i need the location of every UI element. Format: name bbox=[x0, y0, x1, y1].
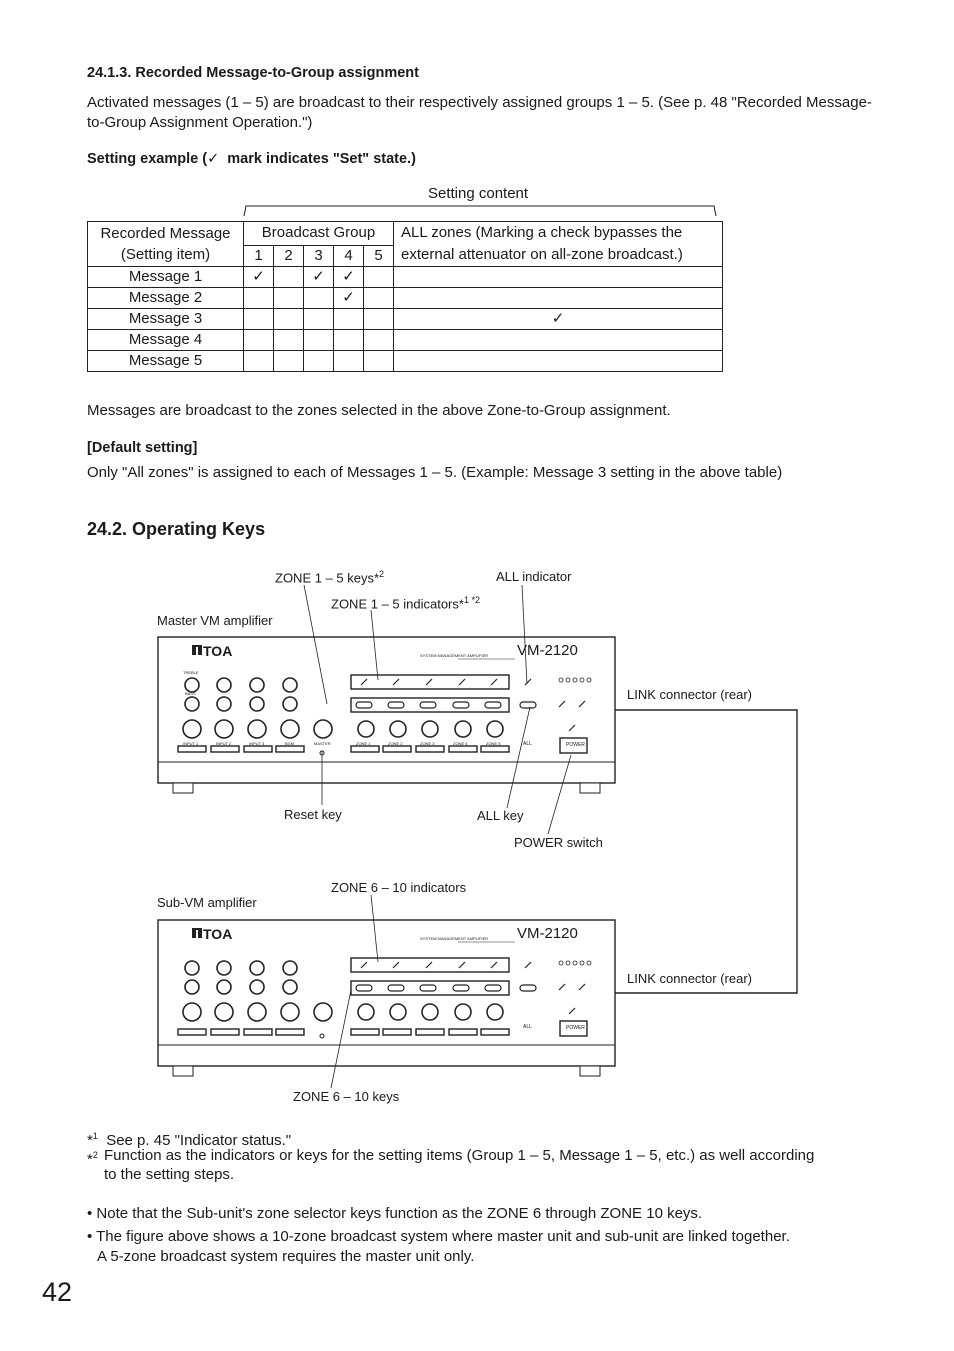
input-label: INPUT 1 bbox=[183, 741, 199, 746]
label-zone-indicators: ZONE 1 – 5 indicators*$^{1 *2}$ bbox=[331, 595, 480, 612]
brand-logo-master: TOA bbox=[203, 643, 233, 659]
treble-label: TREBLE bbox=[183, 670, 199, 675]
model-label-master: VM-2120 bbox=[517, 642, 578, 659]
label-zone6-indicators: ZONE 6 – 10 indicators bbox=[331, 880, 467, 895]
zone-label: ZONE 4 bbox=[453, 741, 468, 746]
intro-paragraph: Activated messages (1 – 5) are broadcast to their respectively assigned groups 1 – 5. (See p. 48 "Recorded Message-to-Group Assignment Operation.") bbox=[87, 94, 872, 131]
input-label: INPUT 2 bbox=[216, 741, 232, 746]
label-link-rear-1: LINK connector (rear) bbox=[627, 687, 752, 702]
input-label: INPUT 3 bbox=[249, 741, 265, 746]
header-all-zones: ALL zones (Marking a check bypasses the external attenuator on all-zone broadcast.) bbox=[394, 222, 723, 267]
check-mark-icon: ✓ bbox=[207, 151, 220, 167]
operating-keys-heading: 24.2. Operating Keys bbox=[87, 519, 266, 539]
footnote-2-mark: *$^2$ bbox=[87, 1150, 98, 1168]
group-number: 4 bbox=[334, 245, 364, 266]
label-power-switch: POWER switch bbox=[514, 835, 603, 850]
default-setting-heading: [Default setting] bbox=[87, 440, 198, 456]
page-number: 42 bbox=[42, 1277, 73, 1307]
bass-label: BASS bbox=[185, 691, 196, 696]
model-label-sub: VM-2120 bbox=[517, 925, 578, 942]
label-link-rear-2: LINK connector (rear) bbox=[627, 971, 752, 986]
note-2-line1: • The figure above shows a 10-zone broadcast system where master unit and sub-unit are linked together. bbox=[87, 1228, 790, 1245]
label-master-amplifier: Master VM amplifier bbox=[157, 613, 273, 628]
table-row: Message 4 bbox=[88, 330, 723, 351]
note-2-line2: A 5-zone broadcast system requires the master unit only. bbox=[97, 1248, 475, 1265]
table-row: Message 2 ✓ bbox=[88, 288, 723, 309]
zone-label: ZONE 2 bbox=[388, 741, 403, 746]
power-label-sub: POWER bbox=[566, 1025, 585, 1031]
group-number: 2 bbox=[274, 245, 304, 266]
zone-label: ZONE 3 bbox=[420, 741, 435, 746]
table-row: Message 3 ✓ bbox=[88, 309, 723, 330]
table-row: Message 1 ✓ ✓ ✓ bbox=[88, 267, 723, 288]
subtitle-sub: SYSTEM MANAGEMENT AMPLIFIER bbox=[420, 936, 489, 941]
power-label-master: POWER bbox=[566, 742, 585, 748]
group-number: 5 bbox=[364, 245, 394, 266]
label-all-indicator: ALL indicator bbox=[496, 569, 572, 584]
zone-label: ZONE 1 bbox=[356, 741, 371, 746]
footnote-2-line1: Function as the indicators or keys for the setting items (Group 1 – 5, Message 1 – 5, etc.) as well according bbox=[104, 1147, 815, 1164]
after-table-text: Messages are broadcast to the zones selected in the above Zone-to-Group assignment. bbox=[87, 402, 671, 419]
label-zone6-keys: ZONE 6 – 10 keys bbox=[293, 1089, 400, 1104]
all-label-master: ALL bbox=[523, 741, 532, 747]
default-setting-text: Only "All zones" is assigned to each of Messages 1 – 5. (Example: Message 3 setting in the above table) bbox=[87, 464, 783, 481]
all-label-sub: ALL bbox=[523, 1024, 532, 1030]
label-zone-keys: ZONE 1 – 5 keys*$^2$ bbox=[275, 569, 385, 586]
setting-example-heading: Setting example (✓ mark indicates "Set" state.) bbox=[87, 151, 416, 167]
setting-content-label: Setting content bbox=[428, 185, 529, 202]
header-broadcast-group: Broadcast Group bbox=[244, 222, 394, 246]
label-all-key: ALL key bbox=[477, 808, 524, 823]
note-1: • Note that the Sub-unit's zone selector keys function as the ZONE 6 through ZONE 10 keys. bbox=[87, 1205, 703, 1222]
input-label: BGM bbox=[285, 741, 295, 746]
group-number: 3 bbox=[304, 245, 334, 266]
header-setting-item: Recorded Message (Setting item) bbox=[88, 222, 244, 267]
label-sub-amplifier: Sub-VM amplifier bbox=[157, 895, 257, 910]
zone-label: ZONE 5 bbox=[486, 741, 501, 746]
input-label: MASTER bbox=[314, 741, 331, 746]
footnote-2-line2: to the setting steps. bbox=[104, 1166, 235, 1183]
subtitle-master: SYSTEM MANAGEMENT AMPLIFIER bbox=[420, 653, 489, 658]
label-reset-key: Reset key bbox=[284, 807, 342, 822]
group-number: 1 bbox=[244, 245, 274, 266]
table-row: Message 5 bbox=[88, 351, 723, 372]
section-heading: 24.1.3. Recorded Message-to-Group assignment bbox=[87, 65, 419, 81]
brand-logo-sub: TOA bbox=[203, 926, 233, 942]
footnote-1: *$^1$ See p. 45 "Indicator status." bbox=[87, 1131, 292, 1149]
